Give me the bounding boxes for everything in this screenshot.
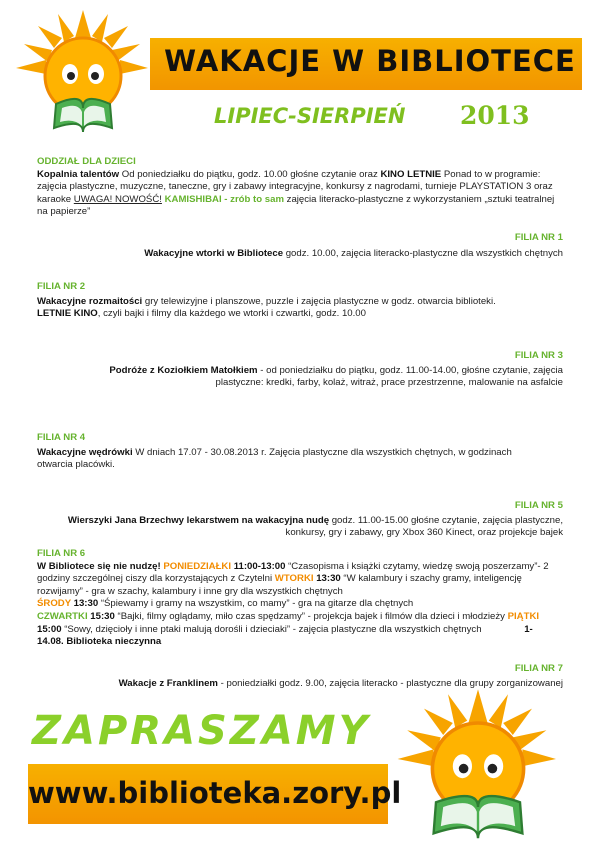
section-heading: FILIA NR 5 (514, 500, 563, 511)
section-heading: FILIA NR 1 (514, 232, 563, 243)
text: zajęcia literacko-plastyczne z wykorzystaniem „sztuki teatralnej na papierze” (37, 193, 555, 218)
section-body (37, 561, 555, 649)
section-body (60, 365, 563, 390)
section-heading: FILIA NR 4 (37, 432, 86, 443)
time-label: 15:30 (87, 610, 115, 622)
page-title: WAKACJE W BIBLIOTECE (164, 44, 576, 78)
text: “Sowy, dzięcioły i inne ptaki malują dorośli i dzieciaki” - zajęcia plastyczne dla wszystkich chętnych (61, 623, 482, 635)
program-name: Wakacje z Franklinem (118, 677, 218, 689)
section-body (37, 169, 567, 219)
text: Ponad to w programie: zajęcia plastyczne, muzyczne, taneczne, gry i zabawy integracyjne, konkursy z nagrodami, turnieje PLAYSTATION 3 oraz karaoke (37, 168, 553, 205)
program-name: Wierszyki Jana Brzechwy lekarstwem na wakacyjna nudę (67, 514, 330, 526)
kamishibai-label: KAMISHIBAI - zrób to sam (161, 193, 284, 205)
text: godz. 11.00-15.00 głośne czytanie, zajęcia plastyczne, konkursy, gry i zabawy, gry Xbox 360 Kinect, oraz projekcje bajek (285, 514, 563, 539)
text: “Śpiewamy i gramy na wszystkim, co mamy” - gra na gitarze dla chętnych (98, 598, 414, 610)
text: - poniedziałki godz. 9.00, zajęcia literacko - plastyczne dla grupy zorganizowanej (217, 677, 563, 689)
kino-label: LETNIE KINO (37, 308, 98, 320)
section-heading: ODDZIAŁ DLA DZIECI (37, 156, 136, 167)
section-body (37, 447, 537, 472)
section-filia-2 (37, 281, 567, 321)
day-label: ŚRODY (37, 598, 71, 610)
text: “Bajki, filmy oglądamy, miło czas spędzamy” - projekcja bajek i filmów dla dzieci i młodzieży (114, 610, 505, 622)
time-label: 13:30 (313, 573, 341, 585)
kino-label: KINO LETNIE (380, 168, 442, 180)
section-heading: FILIA NR 6 (37, 548, 86, 559)
time-label: 13:30 (70, 598, 99, 610)
section-heading: FILIA NR 2 (37, 281, 86, 292)
section-body (37, 296, 567, 321)
section-filia-5 (60, 500, 563, 540)
time-label: 15:00 (37, 623, 62, 635)
text: godz. 10.00, zajęcia literacko-plastyczne dla wszystkich chętnych (283, 247, 563, 259)
text: “W kalambury i szachy gramy, inteligencję rozwijamy” - gra w szachy, kalambury i inne gry dla wszystkich chętnych (37, 573, 522, 597)
period-subtitle: LIPIEC-SIERPIEŃ (214, 104, 406, 128)
closed-notice: 1-14.08. Biblioteka nieczynna (37, 623, 533, 648)
sun-reading-mascot-top (8, 8, 158, 138)
program-name: Podróże z Koziołkiem Matołkiem (109, 364, 258, 376)
section-body (60, 515, 563, 540)
program-name: Wakacyjne rozmaitości (37, 295, 143, 307)
text: - od poniedziałku do piątku, godz. 11.00-14.00, głośne czytanie, zajęcia plastyczne: kredki, farby, kolaż, witraż, prace przestrzenne, malowanie na asfalcie (215, 364, 563, 389)
section-body (37, 248, 563, 261)
section-heading: FILIA NR 3 (514, 350, 563, 361)
program-name: Kopalnia talentów (37, 168, 120, 180)
time-label: 11:00-13:00 (231, 560, 286, 572)
text: , czyli bajki i filmy dla każdego we wtorki i czwartki, godz. 10.00 (97, 308, 366, 320)
year-label: 2013 (460, 101, 530, 130)
program-name: W Bibliotece się nie nudzę! (37, 560, 161, 572)
section-oddzial (37, 156, 567, 219)
section-filia-6 (37, 548, 555, 649)
program-name: Wakacyjne wędrówki (37, 446, 133, 458)
day-label: PONIEDZIAŁKI (160, 560, 232, 572)
day-label: PIĄTKI (504, 610, 540, 622)
section-filia-3 (60, 350, 563, 390)
uwaga-label: UWAGA! NOWOŚĆ! (73, 193, 162, 205)
day-label: WTORKI (272, 573, 314, 585)
program-name: Wakacyjne wtorki w Bibliotece (144, 247, 284, 259)
website-link[interactable]: www.biblioteka.zory.pl (28, 776, 402, 810)
section-heading: FILIA NR 7 (514, 663, 563, 674)
day-label: CZWARTKI (37, 610, 88, 622)
text: “Czasopisma i książki czytamy, wiedzę swoją poszerzamy”- 2 godziny szczególnej ciszy dla korzystających z Czytelni (37, 560, 549, 585)
section-filia-1 (37, 232, 563, 260)
text: gry telewizyjne i planszowe, puzzle i zajęcia plastyczne w godz. otwarcia biblioteki. (142, 295, 496, 307)
sun-reading-mascot-bottom (388, 686, 568, 844)
text: Od poniedziałku do piątku, godz. 10.00 głośne czytanie oraz (119, 168, 381, 180)
text: W dniach 17.07 - 30.08.2013 r. Zajęcia plastyczne dla wszystkich chętnych, w godzinach otwarcia placówki. (37, 446, 512, 471)
invite-heading: ZAPRASZAMY (32, 708, 371, 754)
section-filia-4 (37, 432, 537, 472)
